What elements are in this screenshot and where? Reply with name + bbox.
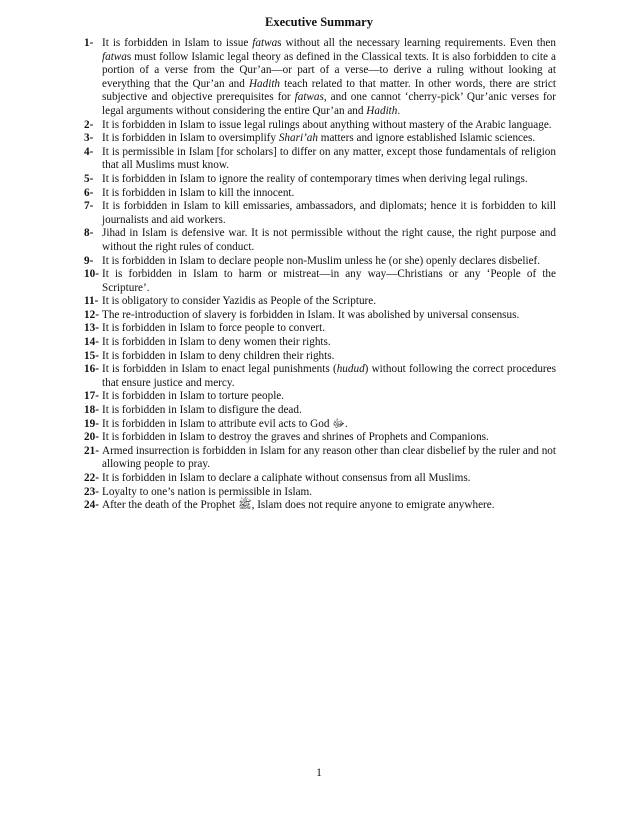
text-segment: s must follow Islamic legal theory as defined in the Classical texts. It is also forbidden to cite a portion of a verse from the Qur’an—or part of a verse—to derive a ruling without looking at everything that the Qur’an and xyxy=(102,50,556,90)
item-number: 16- xyxy=(84,363,99,376)
list-item xyxy=(84,431,556,445)
italic-term: Hadith xyxy=(366,104,398,117)
text-segment: It is forbidden in Islam to enact legal punishments ( xyxy=(102,363,337,376)
list-item xyxy=(84,418,556,432)
item-number: 9- xyxy=(84,254,94,267)
text-segment: matters and ignore established Islamic sciences. xyxy=(317,132,536,145)
list-item xyxy=(84,187,556,201)
list-item xyxy=(84,486,556,500)
item-number: 20- xyxy=(84,431,99,444)
item-text xyxy=(102,418,556,432)
text-segment: Jihad in Islam is defensive war. It is not permissible without the right cause, the right purpose and without the right rules of conduct. xyxy=(102,227,556,253)
item-text xyxy=(102,499,556,513)
item-text xyxy=(102,404,556,418)
list-item xyxy=(84,268,556,295)
item-text xyxy=(102,173,556,187)
item-text xyxy=(102,390,556,404)
list-item xyxy=(84,37,556,119)
list-item xyxy=(84,119,556,133)
item-number: 8- xyxy=(84,227,94,240)
item-text xyxy=(102,37,556,119)
text-segment: The re-introduction of slavery is forbidden in Islam. It was abolished by universal consensus. xyxy=(102,308,520,321)
text-segment: It is forbidden in Islam to issue legal rulings about anything without mastery of the Arabic language. xyxy=(102,118,552,131)
summary-list xyxy=(84,37,556,513)
list-item xyxy=(84,146,556,173)
list-item xyxy=(84,227,556,254)
italic-term: fatwa xyxy=(252,37,278,49)
item-number: 23- xyxy=(84,485,99,498)
text-segment: It is forbidden in Islam to disfigure the dead. xyxy=(102,404,302,417)
list-item xyxy=(84,499,556,513)
text-segment: Loyalty to one’s nation is permissible in Islam. xyxy=(102,485,313,498)
list-item xyxy=(84,255,556,269)
list-item xyxy=(84,322,556,336)
list-item xyxy=(84,350,556,364)
list-item xyxy=(84,295,556,309)
text-segment: It is forbidden in Islam to declare a caliphate without consensus from all Muslims. xyxy=(102,472,471,484)
item-number: 5- xyxy=(84,172,94,185)
list-item xyxy=(84,404,556,418)
text-segment: It is forbidden in Islam to ignore the reality of contemporary times when deriving legal rulings. xyxy=(102,172,528,185)
text-segment: It is forbidden in Islam to oversimplify xyxy=(102,132,279,145)
item-text xyxy=(102,255,556,269)
item-text xyxy=(102,472,556,486)
text-segment: It is forbidden in Islam to harm or mistreat—in any way—Christians or any ‘People of the Scripture’. xyxy=(102,268,556,294)
item-text xyxy=(102,336,556,350)
list-item xyxy=(84,336,556,350)
item-number: 12- xyxy=(84,308,99,321)
list-item xyxy=(84,173,556,187)
text-segment: It is obligatory to consider Yazidis as People of the Scripture. xyxy=(102,295,377,308)
text-segment: It is forbidden in Islam to deny women their rights. xyxy=(102,336,331,349)
item-number: 15- xyxy=(84,349,99,362)
text-segment: Armed insurrection is forbidden in Islam for any reason other than clear disbelief by the ruler and not allowing people to pray. xyxy=(102,444,556,471)
item-number: 18- xyxy=(84,404,99,417)
item-number: 2- xyxy=(84,118,94,131)
page-number: 1 xyxy=(316,767,322,779)
text-segment: . xyxy=(397,104,401,117)
list-item xyxy=(84,132,556,146)
item-text xyxy=(102,431,556,445)
text-segment: It is permissible in Islam [for scholars] to differ on any matter, except those fundamentals of religion that all Muslims must know. xyxy=(102,145,556,172)
item-number: 10- xyxy=(84,268,99,281)
text-segment: It is forbidden in Islam to declare people non-Muslim unless he (or she) openly declares disbelief. xyxy=(102,254,541,267)
item-number: 17- xyxy=(84,390,99,403)
item-text xyxy=(102,350,556,364)
item-text xyxy=(102,227,556,254)
item-text xyxy=(102,322,556,336)
list-item xyxy=(84,445,556,472)
italic-term: hudud xyxy=(336,363,365,376)
item-number: 1- xyxy=(84,37,94,49)
list-item xyxy=(84,309,556,323)
item-number: 19- xyxy=(84,417,99,430)
item-text xyxy=(102,268,556,295)
item-text xyxy=(102,146,556,173)
item-number: 4- xyxy=(84,145,94,158)
item-number: 7- xyxy=(84,200,94,213)
text-segment: It is forbidden in Islam to kill emissaries, ambassadors, and diplomats; hence it is forbidden to kill journalists and aid workers. xyxy=(102,200,556,226)
item-text xyxy=(102,119,556,133)
italic-term: fatwa xyxy=(102,50,127,63)
item-text xyxy=(102,187,556,201)
item-number: 6- xyxy=(84,186,94,199)
text-segment: It is forbidden in Islam to force people to convert. xyxy=(102,322,326,335)
text-segment: It is forbidden in Islam to issue xyxy=(102,37,253,49)
list-item xyxy=(84,472,556,486)
list-item xyxy=(84,200,556,227)
item-text xyxy=(102,295,556,309)
list-item xyxy=(84,363,556,390)
list-item xyxy=(84,390,556,404)
text-segment: It is forbidden in Islam to deny children their rights. xyxy=(102,349,335,362)
item-number: 13- xyxy=(84,322,99,335)
item-number: 24- xyxy=(84,499,99,512)
item-number: 22- xyxy=(84,472,99,484)
text-segment: It is forbidden in Islam to torture people. xyxy=(102,390,285,403)
item-text xyxy=(102,486,556,500)
item-number: 11- xyxy=(84,295,99,308)
text-segment: teach related to that matter. In other words, there are strict subjective and objective prerequisites for xyxy=(102,77,556,104)
item-number: 3- xyxy=(84,132,94,145)
item-number: 21- xyxy=(84,444,99,457)
item-text xyxy=(102,309,556,323)
item-number: 14- xyxy=(84,336,99,349)
italic-term: Shari’ah xyxy=(278,132,318,145)
text-segment: After the death of the Prophet ﷺ, Islam does not require anyone to emigrate anywhere. xyxy=(102,499,495,512)
item-text xyxy=(102,200,556,227)
text-segment: It is forbidden in Islam to destroy the graves and shrines of Prophets and Companions. xyxy=(102,431,489,444)
italic-term: fatwas xyxy=(294,91,324,104)
text-segment: It is forbidden in Islam to kill the innocent. xyxy=(102,186,295,199)
item-text xyxy=(102,363,556,390)
text-segment: ) without following the correct procedures that ensure justice and mercy. xyxy=(102,363,556,389)
page-title: Executive Summary xyxy=(265,15,373,29)
text-segment: It is forbidden in Islam to attribute evil acts to God ﷻ. xyxy=(102,417,348,430)
text-segment: , and one cannot ‘cherry-pick’ Qur’anic verses for legal arguments without considering the entire Qur’an and xyxy=(102,91,556,117)
item-text xyxy=(102,445,556,472)
item-text xyxy=(102,132,556,146)
text-segment: s without all the necessary learning requirements. Even then xyxy=(277,37,556,49)
italic-term: Hadith xyxy=(248,77,281,90)
